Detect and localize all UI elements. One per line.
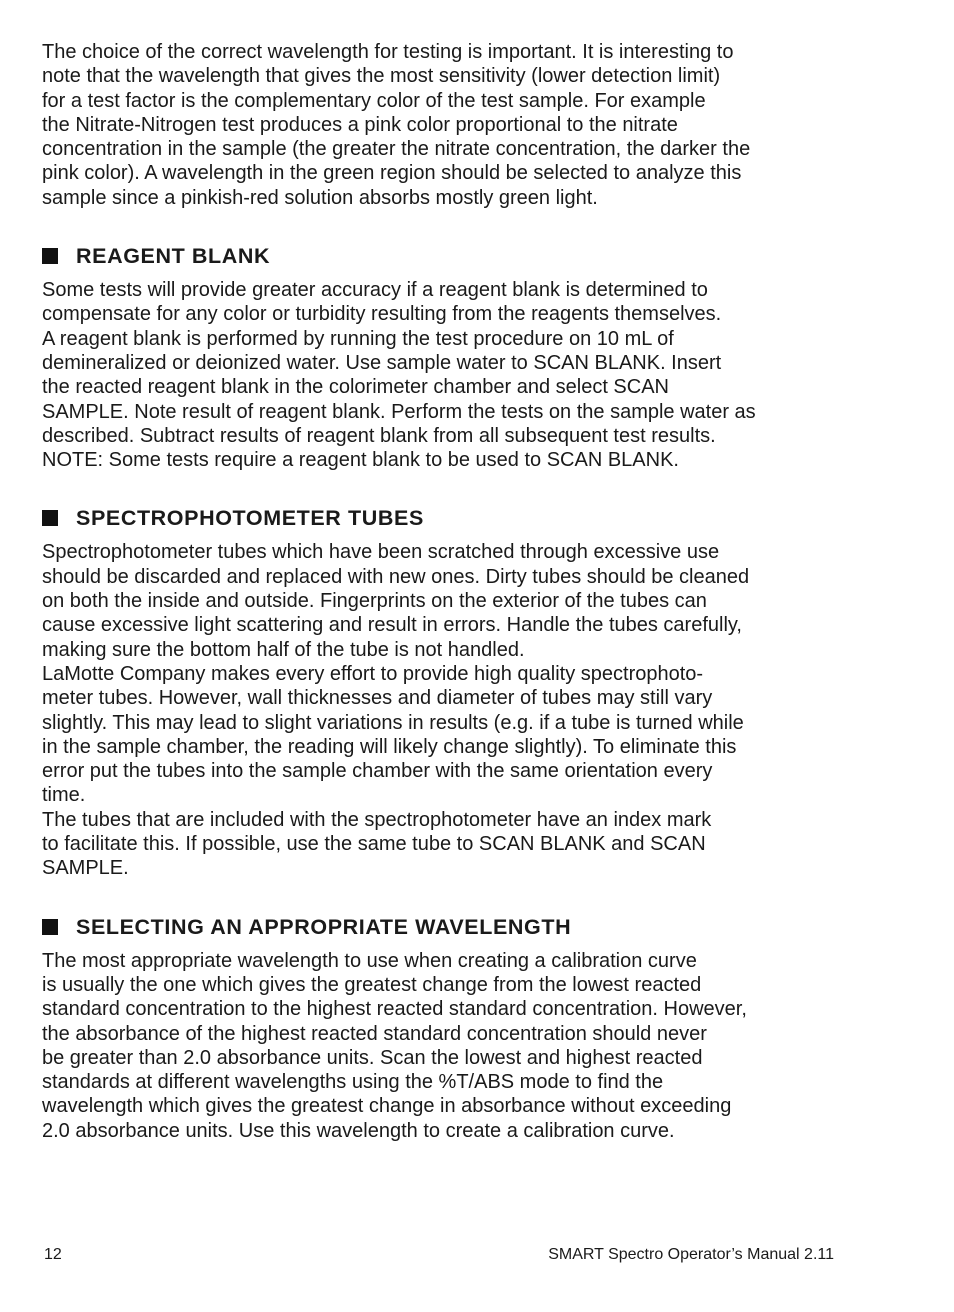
square-bullet-icon (42, 248, 58, 264)
manual-title: SMART Spectro Operator’s Manual 2.11 (548, 1246, 834, 1263)
selecting-wavelength-heading-text: SELECTING AN APPROPRIATE WAVELENGTH (76, 914, 572, 939)
spectrophotometer-tubes-heading-text: SPECTROPHOTOMETER TUBES (76, 506, 424, 531)
reagent-blank-heading (42, 243, 842, 269)
tubes-paragraph-3: meter tubes. However, wall thicknesses and diameter of tubes may still vary slightly. This may lead to slight variations in results (e.g. if a tube is turned while in the sample chamber, the reading will likely change slightly). To eliminate this error put the tubes into the sample chamber with the same orientation every time. (42, 687, 744, 807)
reagent-blank-note: NOTE: Some tests require a reagent blank to be used to SCAN BLANK. (42, 449, 679, 472)
intro-paragraph: The choice of the correct wavelength for testing is important. It is interesting to note that the wavelength that gives the most sensitivity (lower detection limit) for a test factor is the complementary color of the test sample. For example the Nitrate-Nitrogen test produces a pink color proportional to the nitrate concentration in the sample (the greater the nitrate concentration, the darker the pink color). A wavelength in the green region should be selected to analyze this sample since a pinkish-red solution absorbs mostly green light. (42, 41, 751, 209)
reagent-blank-heading-text: REAGENT BLANK (76, 244, 271, 269)
square-bullet-icon (42, 510, 58, 526)
reagent-blank-paragraph: Some tests will provide greater accuracy if a reagent blank is determined to compensate for any color or turbidity resulting from the reagents themselves. A reagent blank is performed by running the test procedure on 10 mL of demineralized or deionized water. Use sample water to SCAN BLANK. Insert the reacted reagent blank in the colorimeter chamber and select SCAN SAMPLE. Note result of reagent blank. Perform the tests on the sample water as described. Subtract results of reagent blank from all subsequent test results. (42, 279, 756, 447)
selecting-wavelength-heading (42, 914, 842, 940)
tubes-paragraph-1: Spectrophotometer tubes which have been scratched through excessive use should be discarded and replaced with new ones. Dirty tubes should be cleaned on both the inside and outside. Fingerprints on the exterior of the tubes can cause excessive light scattering and result in errors. Handle the tubes carefully, making sure the bottom half of the tube is not handled. (42, 541, 750, 661)
page-number: 12 (44, 1246, 62, 1263)
spectrophotometer-tubes-heading (42, 505, 842, 531)
tubes-paragraph-4: The tubes that are included with the spectrophotometer have an index mark to facilitate this. If possible, use the same tube to SCAN BLANK and SCAN SAMPLE. (42, 808, 712, 880)
tubes-paragraph-2: LaMotte Company makes every effort to provide high quality spectrophoto- (42, 662, 704, 685)
wavelength-paragraph: The most appropriate wavelength to use when creating a calibration curve is usually the one which gives the greatest change from the lowest reacted standard concentration to the highest reacted standard concentration. However, the absorbance of the highest reacted standard concentration should never be greater than 2.0 absorbance units. Scan the lowest and highest reacted standards at different wavelengths using the %T/ABS mode to find the wavelength which gives the greatest change in absorbance without exceeding 2.0 absorbance units. Use this wavelength to create a calibration curve. (42, 949, 747, 1142)
document-page (42, 40, 842, 1143)
square-bullet-icon (42, 919, 58, 935)
